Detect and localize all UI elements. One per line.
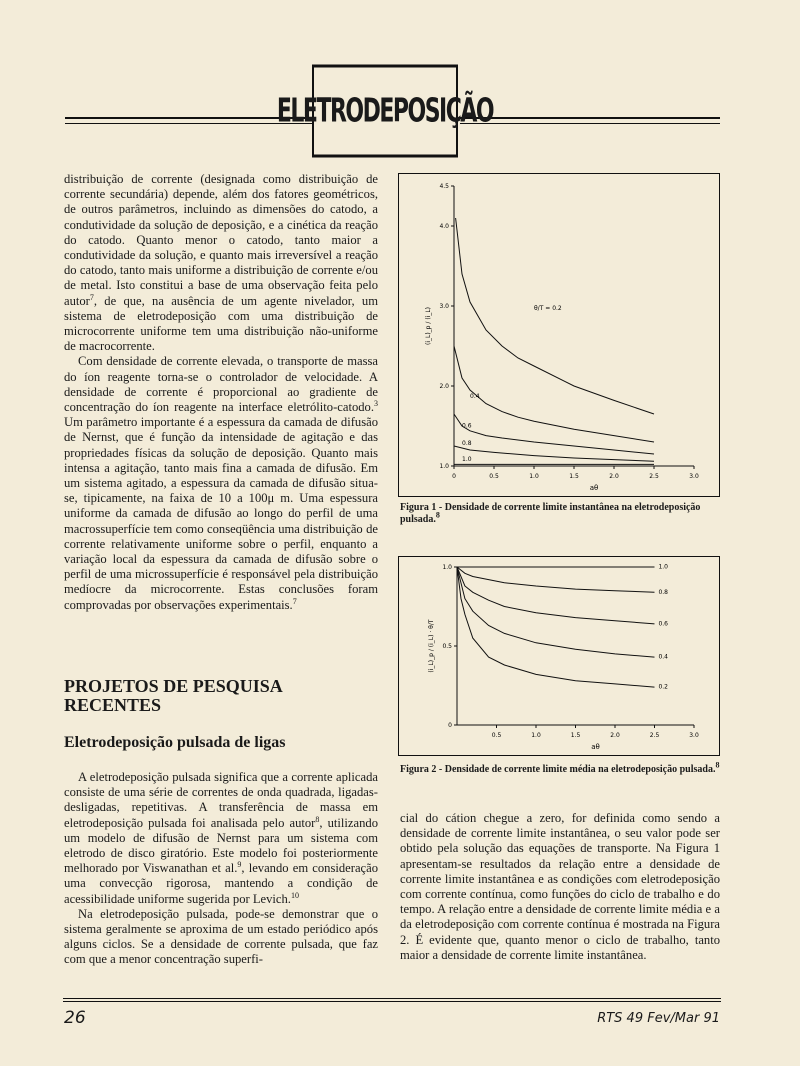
x-tick-label: 3.0 xyxy=(689,732,699,739)
series-line xyxy=(456,218,654,414)
x-tick-label: 2.5 xyxy=(649,473,659,480)
page-number: 26 xyxy=(64,1008,86,1028)
series-line xyxy=(457,567,655,624)
series-label: 1.0 xyxy=(658,563,668,571)
p3-ref: 8 xyxy=(315,814,320,824)
figure-2-chart xyxy=(399,557,718,754)
p1-tail: , de que, na ausência de um agente nivelador, um sistema de eletrodeposição com uma distribuição de microcorrente uniforme tem uma distribuição não-uniforme de macrocorrente. xyxy=(64,293,378,354)
y-tick-label: 0.5 xyxy=(442,643,452,650)
series-label: 0.2 xyxy=(658,683,668,691)
figure-2 xyxy=(398,556,720,756)
y-tick-label: 1.0 xyxy=(439,463,449,470)
series-line xyxy=(454,346,654,442)
paragraph-1 xyxy=(64,172,378,354)
x-tick-label: 0.5 xyxy=(489,473,499,480)
x-tick-label: 2.0 xyxy=(609,473,619,480)
journal-issue: RTS 49 Fev/Mar 91 xyxy=(597,1011,720,1026)
caption-2-ref: 8 xyxy=(715,760,720,770)
x-tick-label: 1.0 xyxy=(531,732,541,739)
series-line xyxy=(454,414,654,454)
left-column-top xyxy=(64,172,378,613)
y-tick-label: 2.0 xyxy=(439,383,449,390)
rule-right xyxy=(460,117,720,119)
y-tick-label: 0 xyxy=(448,722,452,729)
y-tick-label: 4.5 xyxy=(439,183,449,190)
left-column-bottom xyxy=(64,770,378,968)
paragraph-3 xyxy=(64,770,378,907)
y-tick-label: 3.0 xyxy=(439,303,449,310)
x-axis-label: aθ xyxy=(589,484,599,492)
rule-right-thin xyxy=(460,123,720,124)
right-column-bottom xyxy=(400,811,720,963)
series-line xyxy=(457,567,655,687)
series-label: 0.6 xyxy=(658,620,668,628)
caption-2-text: Figura 2 - Densidade de corrente limite média na eletrodeposição pulsada. xyxy=(400,764,716,775)
x-tick-label: 2.5 xyxy=(649,732,660,739)
p2-text: Com densidade de corrente elevada, o transporte de massa do íon reagente torna-se o controlador de velocidade. A densidade de corrente é proporcional ao gradiente de concentração do íon reagente na interface eletrólito-catodo. xyxy=(64,354,378,415)
figure-1 xyxy=(398,173,720,497)
footer-rule-top xyxy=(63,998,721,999)
series-line xyxy=(457,567,655,657)
p2-ref-end: 7 xyxy=(292,596,297,606)
footer-rule-bottom xyxy=(63,1001,721,1002)
p2-tail: Um parâmetro importante é a espessura da camada de difusão de Nernst, que é função da intensidade de agitação e das propriedades físicas da solução de deposição. Quanto mais intensa a agitação, tanto mais fina a camada de difusão. Em um sistema agitado, a espessura da camada de difusão situa-se, tipicamente, na faixa de 10 a 100μ m. Uma espessura uniforme da camada de difusão ao longo do perfil de uma macrossuperfície tem como conseqüência uma distribuição de corrente relativamente uniforme sobre o perfil, enquanto a variação local da espessura da camada de difusão sobre o perfil de uma microssuperfície é responsável pela distribuição medíocre da microcorrente. Estas conclusões foram comprovadas por observações experimentais. xyxy=(64,415,378,612)
series-label: 1.0 xyxy=(462,456,472,464)
series-line xyxy=(457,567,655,592)
y-axis-label: (i_L)_p / (i_L) · θ/T xyxy=(428,619,435,673)
x-tick-label: 0 xyxy=(452,473,456,480)
section-title xyxy=(276,65,494,158)
figure-1-caption xyxy=(400,502,720,526)
caption-1-ref: 8 xyxy=(435,510,440,520)
p3-text: A eletrodeposição pulsada significa que a corrente aplicada consiste de uma série de correntes de onda quadrada, ligadas-desligadas, repetitivas. A transferência de massa em eletrodeposição pulsada foi analisada pelo autor xyxy=(64,770,378,830)
x-tick-label: 1.5 xyxy=(569,473,579,480)
paragraph-2 xyxy=(64,354,378,612)
x-axis-label: aθ xyxy=(591,743,600,751)
p2-ref: 3 xyxy=(374,398,378,408)
p1-ref: 7 xyxy=(89,292,94,302)
paragraph-5: cial do cátion chegue a zero, for definida como sendo a densidade de corrente limite instantânea, o seu valor pode ser obtido pela solução das equações de transporte. Na Figura 1 apresentam-se resultados da relação entre a densidade de corrente limite instantânea e as condições com eletrodeposição com corrente contínua, como funções do ciclo de trabalho e do tempo. A relação entre a densidade de corrente limite média e a da eletrodeposição com corrente contínua é mostrada na Figura 2. É evidente que, quanto menor o ciclo de trabalho, tanto maior a densidade de corrente limite instantânea. xyxy=(400,811,720,962)
y-tick-label: 4.0 xyxy=(439,223,449,230)
series-label: 0.4 xyxy=(658,653,668,661)
series-label: 0.8 xyxy=(658,588,668,596)
caption-1-text: Figura 1 - Densidade de corrente limite instantânea na eletrodeposição pulsada. xyxy=(400,502,701,525)
p3-ref9: 9 xyxy=(237,860,242,870)
x-tick-label: 2.0 xyxy=(610,732,620,739)
figure-2-caption xyxy=(400,760,720,776)
x-tick-label: 1.5 xyxy=(570,732,581,739)
y-tick-label: 1.0 xyxy=(442,564,452,571)
y-axis-label: (i_L)_p / (i_L) xyxy=(425,306,432,346)
x-tick-label: 1.0 xyxy=(529,473,539,480)
series-label: 0.8 xyxy=(462,440,472,448)
series-label: θ/T = 0.2 xyxy=(534,305,562,312)
series-label: 0.6 xyxy=(462,422,472,430)
subsection-heading: Eletrodeposição pulsada de ligas xyxy=(64,734,286,751)
paragraph-4 xyxy=(64,907,378,968)
series-line xyxy=(454,446,654,464)
p3-mid: , levando em consideração uma convecção rigorosa, mantendo a condição de acessibilidade uniforme sugerida por Levich. xyxy=(64,861,379,906)
p3-tail: , utilizando um modelo de difusão de Nernst para um sistema com eletrodo de disco giratório. Este modelo foi posteriormente melhorado por Viswanathan et al. xyxy=(64,815,378,876)
p4-text: Na eletrodeposição pulsada, pode-se demonstrar que o sistema geralmente se aproxima de um estado periódico após alguns ciclos. Se a densidade de corrente pulsada, que faz com que a menor concentração superfi- xyxy=(64,906,378,967)
section-heading: PROJETOS DE PESQUISA RECENTES xyxy=(64,676,282,715)
figure-1-chart xyxy=(399,174,718,495)
p3-ref10: 10 xyxy=(290,890,299,900)
p1-text: distribuição de corrente (designada como distribuição de corrente secundária) depende, além dos fatores geométricos, de outros parâmetros, incluindo as dimensões do catodo, a condutividade da solução de deposição, e a cinética da reação do catodo. Quanto menor o catodo, tanto maior a condutividade da solução, e quanto mais irreversível a reação do catodo, tanto mais uniforme a distribuição de corrente e/ou de metal. Isto constitui a base de uma observação feita pelo autor xyxy=(64,172,378,308)
x-tick-label: 3.0 xyxy=(689,473,699,480)
x-tick-label: 0.5 xyxy=(491,732,502,739)
series-label: 0.4 xyxy=(470,393,480,400)
section-title-text: ELETRODEPOSIÇÃO xyxy=(276,92,494,130)
